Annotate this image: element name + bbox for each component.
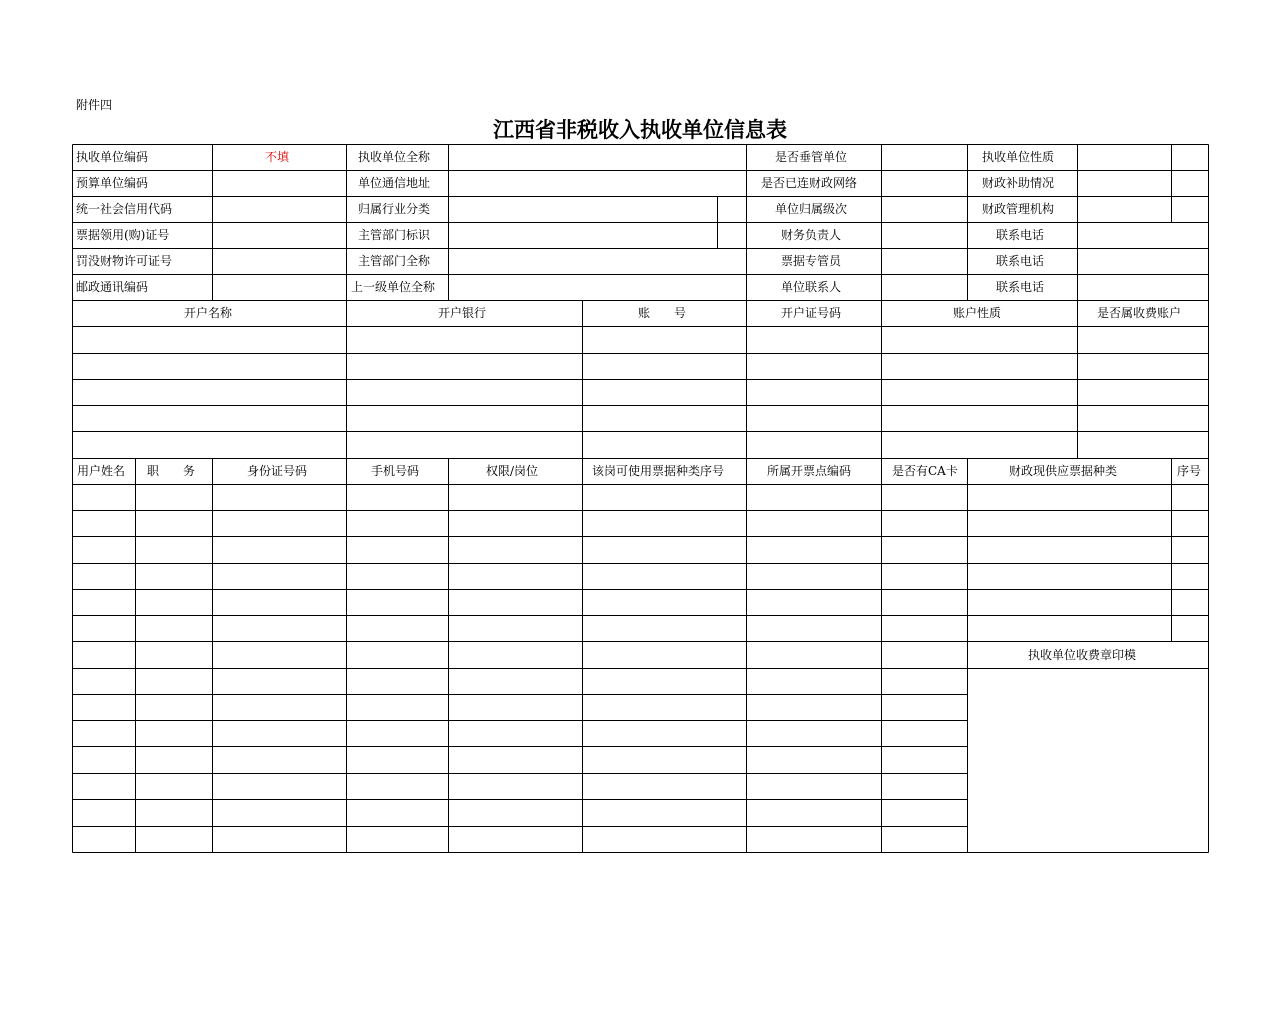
cell-phone-1-label: 联系电话: [996, 228, 1045, 242]
cell-contact-person-label: 单位联系人: [781, 280, 842, 294]
col-account-number: 账 号: [638, 306, 687, 320]
cell-unit-fullname-label: 执收单位全称: [358, 150, 431, 164]
col-account-name: 开户名称: [184, 306, 233, 320]
cell-dept-fullname-label: 主管部门全称: [358, 254, 431, 268]
seal-label: 执收单位收费章印模: [1028, 648, 1137, 662]
cell-address-label: 单位通信地址: [358, 176, 431, 190]
col-fee-account: 是否属收费账户: [1097, 306, 1182, 320]
cell-budget-code-label: 预算单位编码: [76, 176, 149, 190]
cell-receipt-cert-label: 票据领用(购)证号: [76, 228, 170, 242]
cell-finance-network-label: 是否已连财政网络: [761, 176, 858, 190]
cell-industry-label: 归属行业分类: [358, 202, 431, 216]
cell-unit-code-label: 执收单位编码: [76, 150, 149, 164]
cell-parent-unit-label: 上一级单位全称: [351, 280, 436, 294]
cell-dept-id-label: 主管部门标识: [358, 228, 431, 242]
col-role: 权限/岗位: [486, 464, 539, 478]
col-billing-point: 所属开票点编码: [767, 464, 852, 478]
col-mobile: 手机号码: [371, 464, 420, 478]
col-supplied-receipts: 财政现供应票据种类: [1009, 464, 1118, 478]
cell-finance-head-label: 财务负责人: [781, 228, 842, 242]
col-receipt-types: 该岗可使用票据种类序号: [592, 464, 725, 478]
cell-postcode-label: 邮政通讯编码: [76, 280, 149, 294]
col-account-nature: 账户性质: [953, 306, 1002, 320]
cell-subsidy-label: 财政补助情况: [982, 176, 1055, 190]
cell-credit-code-label: 统一社会信用代码: [76, 202, 173, 216]
col-id-number: 身份证号码: [247, 464, 308, 478]
cell-phone-2-label: 联系电话: [996, 254, 1045, 268]
cell-vertical-mgmt-label: 是否垂管单位: [775, 150, 848, 164]
cell-confiscation-cert-label: 罚没财物许可证号: [76, 254, 173, 268]
col-ca-card: 是否有CA卡: [892, 464, 958, 478]
cell-unit-level-label: 单位归属级次: [775, 202, 848, 216]
cell-unit-code-note: 不填: [265, 150, 290, 164]
cell-finance-agency-label: 财政管理机构: [982, 202, 1055, 216]
cell-phone-3-label: 联系电话: [996, 280, 1045, 294]
cell-receipt-manager-label: 票据专管员: [781, 254, 842, 268]
form-title: 江西省非税收入执收单位信息表: [493, 118, 787, 142]
col-account-cert: 开户证号码: [781, 306, 842, 320]
col-user-name: 用户姓名: [77, 464, 126, 478]
col-bank: 开户银行: [438, 306, 487, 320]
col-position: 职 务: [147, 464, 196, 478]
col-seq: 序号: [1177, 464, 1202, 478]
attachment-label: 附件四: [76, 98, 113, 112]
cell-unit-nature-label: 执收单位性质: [982, 150, 1055, 164]
